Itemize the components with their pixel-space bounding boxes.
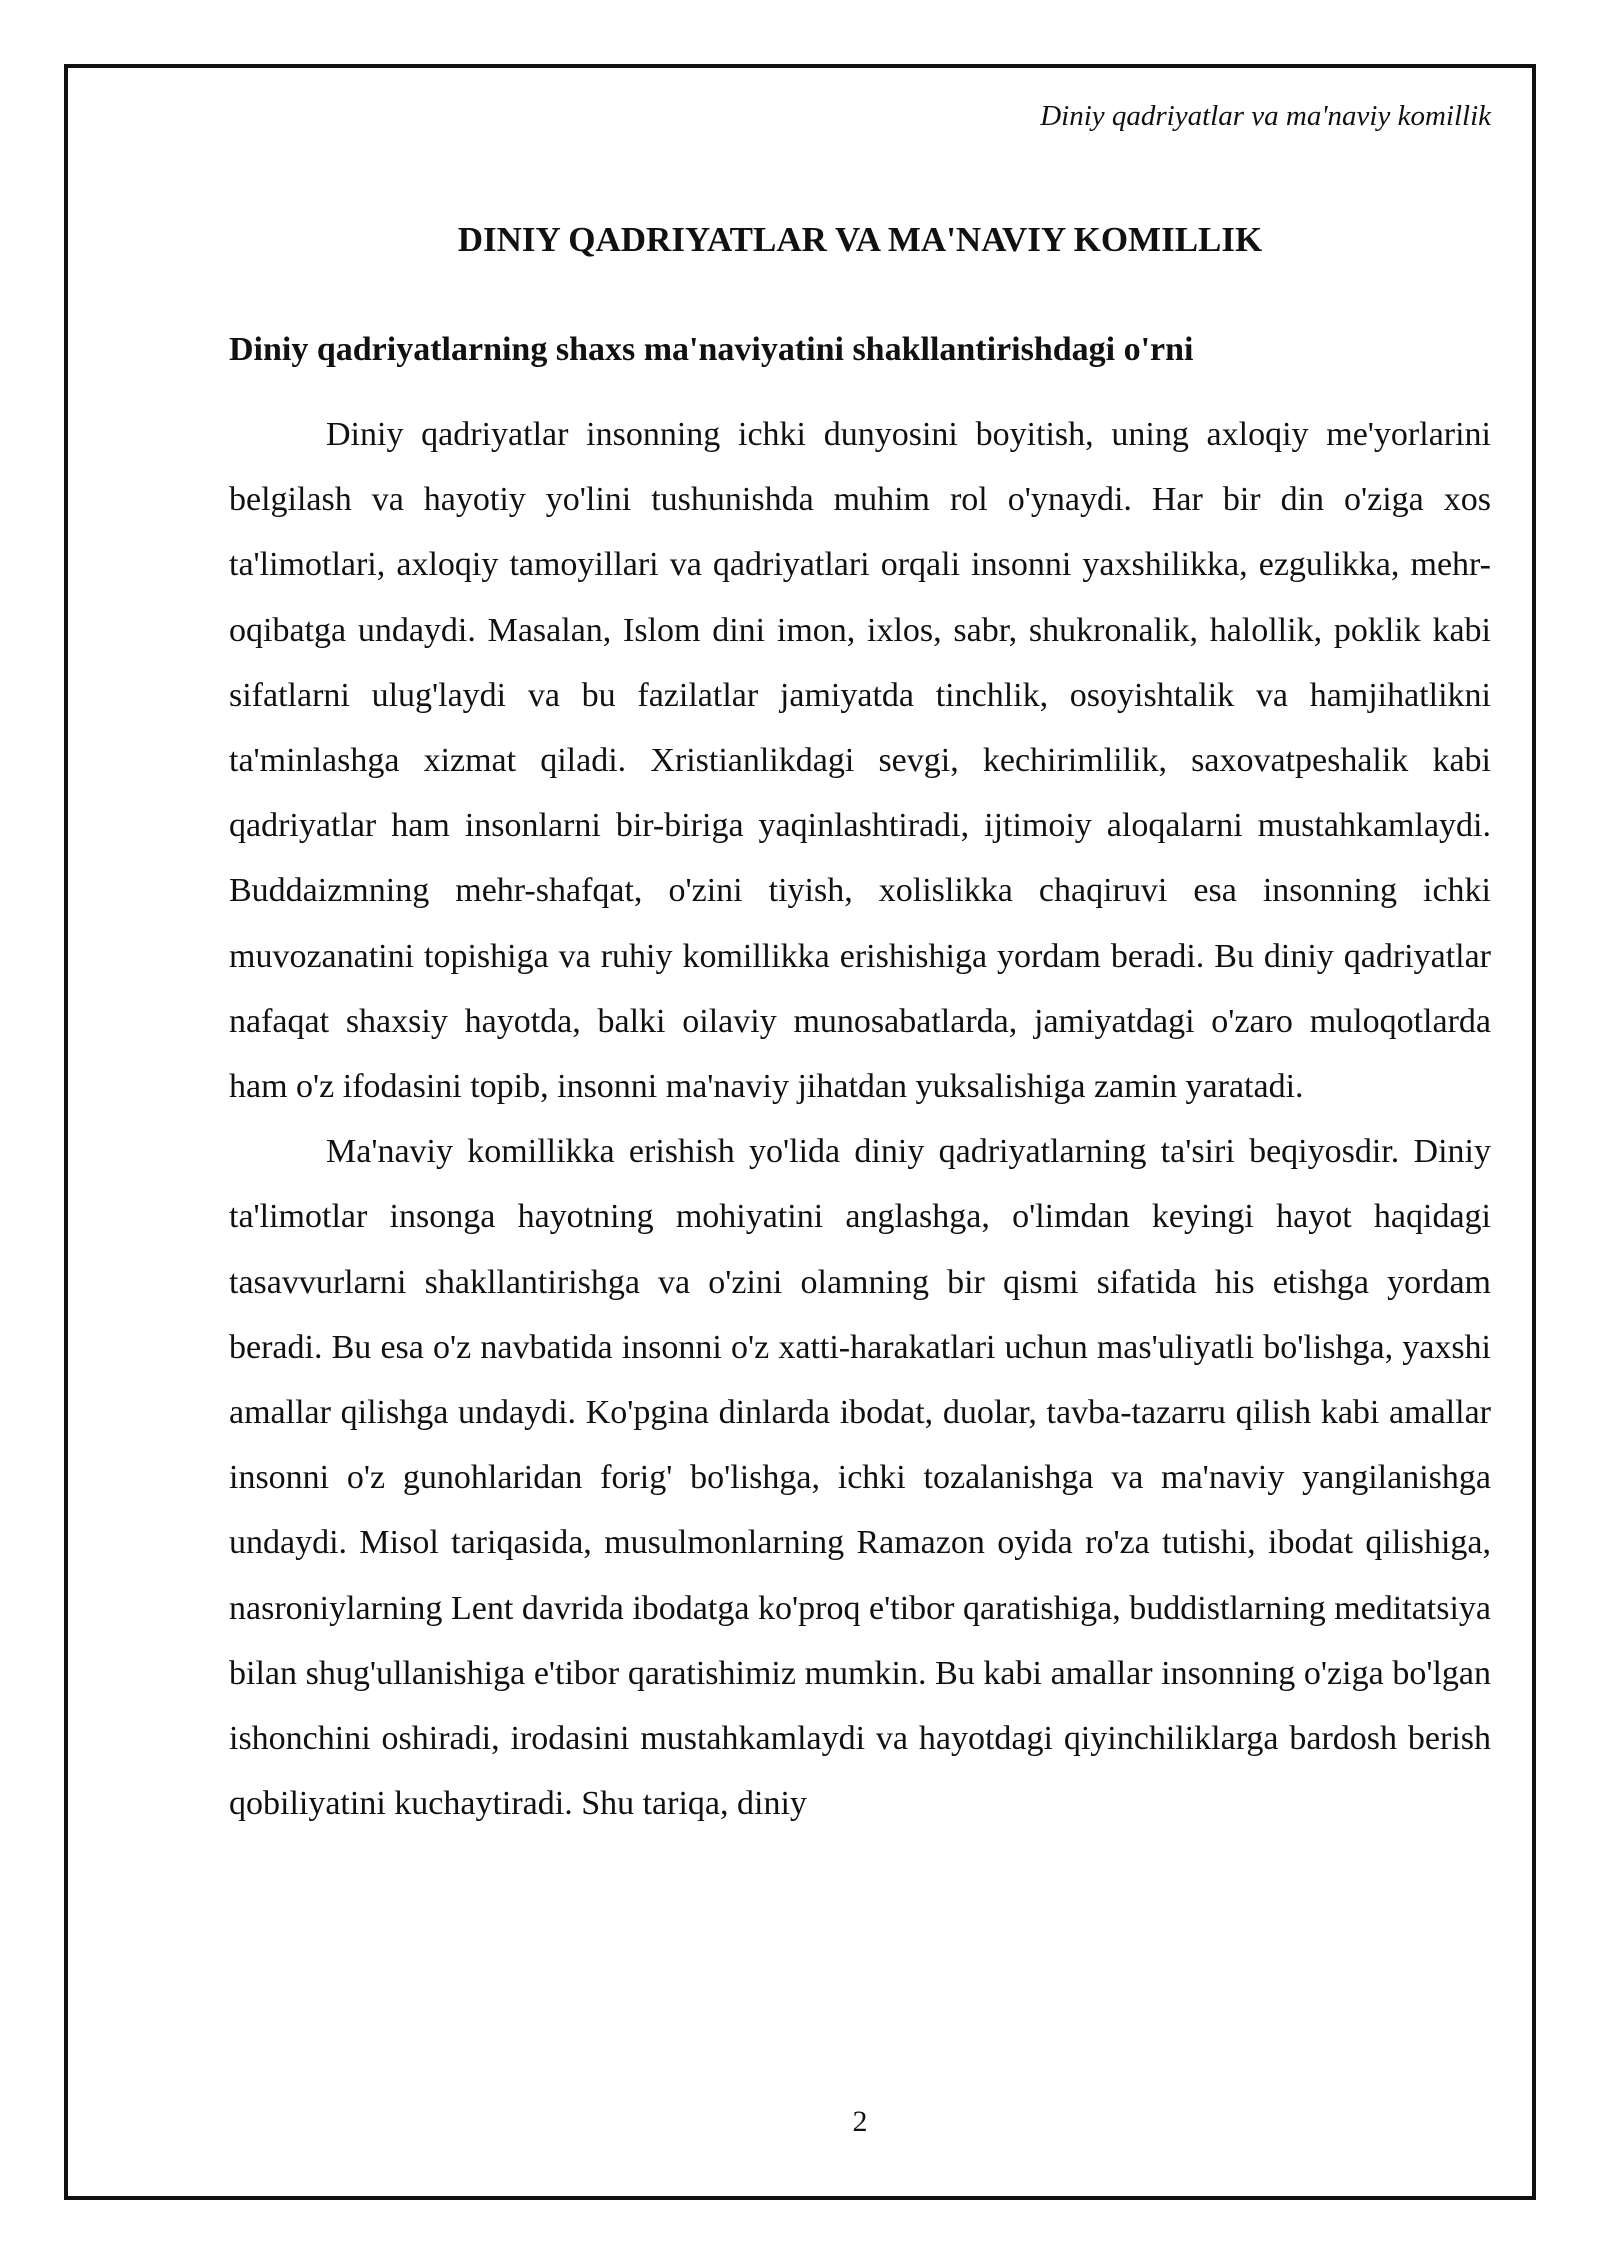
paragraph: Ma'naviy komillikka erishish yo'lida diniy qadriyatlarning ta'siri beqiyosdir. Diniy ta'limotlar insonga hayotning mohiyatini anglashga, o'limdan keyingi hayot haqidagi tasavvurlarni shakllantirishga va o'zini olamning bir qismi sifatida his etishga yordam beradi. Bu esa o'z navbatida insonni o'z xatti-harakatlari uchun mas'uliyatli bo'lishga, yaxshi amallar qilishga undaydi. Ko'pgina dinlarda ibodat, duolar, tavba-tazarru qilish kabi amallar insonni o'z gunohlaridan forig' bo'lishga, ichki tozalanishga va ma'naviy yangilanishga undaydi. Misol tariqasida, musulmonlarning Ramazon oyida ro'za tutishi, ibodat qilishiga, nasroniylarning Lent davrida ibodatga ko'proq e'tibor qaratishiga, buddistlarning meditatsiya bilan shug'ullanishiga e'tibor qaratishimiz mumkin. Bu kabi amallar insonning o'ziga bo'lgan ishonchini oshiradi, irodasini mustahkamlaydi va hayotdagi qiyinchiliklarga bardosh berish qobiliyatini kuchaytiradi. Shu tariqa, diniy bbox=[229, 1133, 1491, 1823]
page-number: 2 bbox=[852, 2105, 868, 2138]
body-text bbox=[229, 402, 1491, 1836]
paragraph: Diniy qadriyatlar insonning ichki dunyosini boyitish, uning axloqiy me'yorlarini belgilash va hayotiy yo'lini tushunishda muhim rol o'ynaydi. Har bir din o'ziga xos ta'limotlari, axloqiy tamoyillari va qadriyatlari orqali insonni yaxshilikka, ezgulikka, mehr-oqibatga undaydi. Masalan, Islom dini imon, ixlos, sabr, shukronalik, halollik, poklik kabi sifatlarni ulug'laydi va bu fazilatlar jamiyatda tinchlik, osoyishtalik va hamjihatlikni ta'minlashga xizmat qiladi. Xristianlikdagi sevgi, kechirimlilik, saxovatpeshalik kabi qadriyatlar ham insonlarni bir-biriga yaqinlashtiradi, ijtimoiy aloqalarni mustahkamlaydi. Buddaizmning mehr-shafqat, o'zini tiyish, xolislikka chaqiruvi esa insonning ichki muvozanatini topishiga va ruhiy komillikka erishishiga yordam beradi. Bu diniy qadriyatlar nafaqat shaxsiy hayotda, balki oilaviy munosabatlarda, jamiyatdagi o'zaro muloqotlarda ham o'z ifodasini topib, insonni ma'naviy jihatdan yuksalishiga zamin yaratadi. bbox=[229, 416, 1491, 1106]
document-title: DINIY QADRIYATLAR VA MA'NAVIY KOMILLIK bbox=[457, 220, 1263, 259]
running-header: Diniy qadriyatlar va ma'naviy komillik bbox=[1040, 100, 1491, 132]
section-heading: Diniy qadriyatlarning shaxs ma'naviyatini shakllantirishdagi o'rni bbox=[229, 331, 1194, 368]
